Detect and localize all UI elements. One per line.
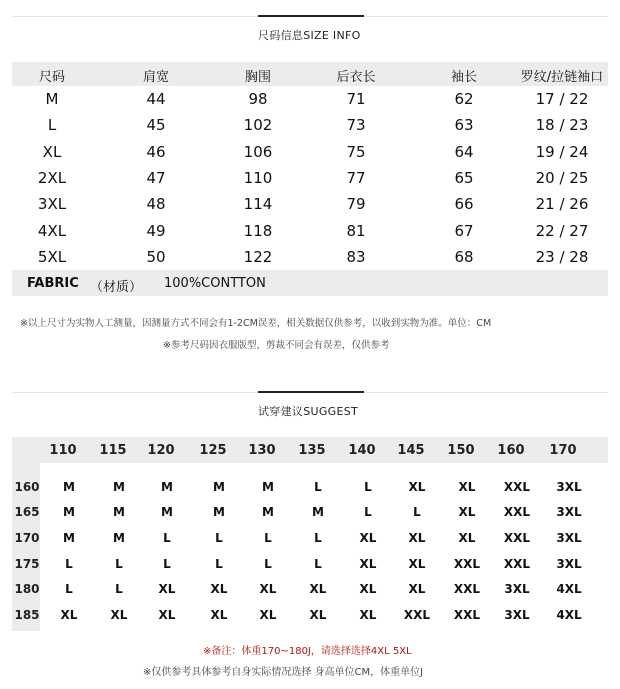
header-size: 尺码 [38,70,66,85]
suggested-size: XL [458,531,476,545]
size-value: 66 [454,195,474,214]
size-value: 81 [346,221,366,240]
header-cuff: 罗纹/拉链袖口 [520,70,604,85]
size-value: 75 [346,142,366,161]
suggested-size: 4XL [556,582,582,596]
size-label: 3XL [37,195,67,214]
weight-header: 115 [99,443,127,458]
suggested-size: L [65,557,73,571]
weight-header: 120 [147,443,175,458]
size-table-header-band [12,62,608,86]
suggested-size: XL [210,582,228,596]
fabric-value: 100%CONTTON [164,276,266,291]
suggested-size: XL [210,608,228,622]
reference-note: ※参考尺码因衣服版型，剪裁不同会有误差，仅供参考 [163,340,390,351]
size-label: XL [42,142,62,161]
size-value: 118 [243,221,273,240]
suggested-size: L [65,582,73,596]
height-label: 175 [14,557,40,571]
suggested-size: XXL [453,557,481,571]
header-length: 后衣长 [336,70,376,85]
suggested-size: XL [408,557,426,571]
size-label: M [45,90,59,108]
suggested-size: L [215,557,223,571]
weight-header: 160 [497,443,525,458]
suggested-size: L [413,505,421,519]
suggested-size: L [314,557,322,571]
size-value: 98 [248,90,268,108]
weight-header: 125 [199,443,227,458]
size-value: 114 [243,195,273,214]
size-value: 71 [346,90,366,108]
suggested-size: XXL [503,557,531,571]
suggested-size: XL [408,531,426,545]
suggested-size: L [115,582,123,596]
suggested-size: M [262,505,274,519]
size-value: 18 / 23 [535,116,589,135]
suggested-size: L [314,531,322,545]
size-value: 110 [243,168,273,187]
suggested-size: XL [359,531,377,545]
weight-header: 110 [49,443,77,458]
suggested-size: M [262,480,274,494]
height-label: 185 [14,608,40,622]
suggested-size: L [163,557,171,571]
suggested-size: L [264,531,272,545]
suggested-size: 3XL [556,557,582,571]
size-label: 4XL [37,221,67,240]
size-value: 62 [454,90,474,108]
height-label: 180 [14,582,40,596]
size-value: 48 [146,195,166,214]
size-value: 50 [146,247,166,266]
suggested-size: 3XL [556,480,582,494]
size-value: 63 [454,116,474,135]
title-bar [258,391,364,393]
suggested-size: M [113,505,125,519]
suggested-size: XL [110,608,128,622]
suggested-size: M [213,480,225,494]
suggested-size: M [63,480,75,494]
fabric-label: FABRIC [27,276,79,291]
header-shoulder: 肩宽 [142,70,170,85]
size-label: L [47,116,57,135]
height-label: 160 [14,480,40,494]
suggested-size: 3XL [504,608,530,622]
suggested-size: 4XL [556,608,582,622]
size-value: 44 [146,90,166,108]
size-value: 64 [454,142,474,161]
size-value: 22 / 27 [535,221,589,240]
suggested-size: L [163,531,171,545]
size-value: 65 [454,168,474,187]
suggested-size: M [113,531,125,545]
suggested-size: L [215,531,223,545]
size-value: 23 / 28 [535,247,589,266]
size-value: 79 [346,195,366,214]
suggested-size: XL [158,582,176,596]
header-chest: 胸围 [244,70,272,85]
weight-header: 150 [447,443,475,458]
size-value: 49 [146,221,166,240]
size-value: 21 / 26 [535,195,589,214]
suggested-size: XXL [403,608,431,622]
suggested-size: L [364,505,372,519]
suggested-size: XXL [453,608,481,622]
size-value: 83 [346,247,366,266]
height-label: 165 [14,505,40,519]
suggested-size: XXL [453,582,481,596]
header-sleeve: 袖长 [450,70,478,85]
suggested-size: L [364,480,372,494]
size-value: 67 [454,221,474,240]
size-info-title: 尺码信息SIZE INFO [258,29,361,42]
suggested-size: 3XL [504,582,530,596]
suggested-size: M [63,531,75,545]
suggested-size: XL [359,608,377,622]
size-value: 46 [146,142,166,161]
suggested-size: XL [259,582,277,596]
size-value: 45 [146,116,166,135]
suggested-size: XL [259,608,277,622]
size-value: 122 [243,247,273,266]
suggested-size: M [213,505,225,519]
weight-header: 140 [348,443,376,458]
suggested-size: XL [359,557,377,571]
suggest-title: 试穿建议SUGGEST [258,405,359,418]
suggested-size: XXL [503,480,531,494]
suggested-size: XL [309,608,327,622]
suggested-size: M [113,480,125,494]
suggested-size: L [264,557,272,571]
footnote: ※仅供参考具体参考自身实际情况选择 身高单位CM，体重单位J [143,667,424,678]
weight-header: 145 [397,443,425,458]
suggested-size: XL [458,505,476,519]
size-value: 20 / 25 [535,168,589,187]
suggested-size: XL [60,608,78,622]
suggested-size: M [161,505,173,519]
suggested-size: XL [158,608,176,622]
size-value: 77 [346,168,366,187]
weight-header: 135 [298,443,326,458]
suggested-size: XL [359,582,377,596]
size-label: 5XL [37,247,67,266]
suggested-size: 3XL [556,531,582,545]
remark-note: ※备注：体重170~180J，请选择选择4XL 5XL [203,646,412,657]
size-value: 106 [243,142,273,161]
fabric-label-cn: （材质） [90,280,143,295]
weight-header: 130 [248,443,276,458]
suggested-size: M [161,480,173,494]
suggested-size: XL [408,480,426,494]
height-label: 170 [14,531,40,545]
measurement-note: ※以上尺寸为实物人工测量，因测量方式不同会有1-2CM误差，相关数据仅供参考，以收到实物为准。单位：CM [20,318,492,329]
suggested-size: L [115,557,123,571]
size-value: 19 / 24 [535,142,589,161]
title-bar [258,15,364,17]
size-value: 68 [454,247,474,266]
suggested-size: XL [309,582,327,596]
size-value: 73 [346,116,366,135]
suggested-size: XXL [503,505,531,519]
suggested-size: 3XL [556,505,582,519]
suggested-size: XXL [503,531,531,545]
suggested-size: M [312,505,324,519]
size-value: 102 [243,116,273,135]
size-label: 2XL [37,168,67,187]
suggested-size: M [63,505,75,519]
weight-header: 170 [549,443,577,458]
size-value: 47 [146,168,166,187]
suggested-size: XL [458,480,476,494]
size-value: 17 / 22 [535,90,589,108]
suggested-size: XL [408,582,426,596]
suggested-size: L [314,480,322,494]
